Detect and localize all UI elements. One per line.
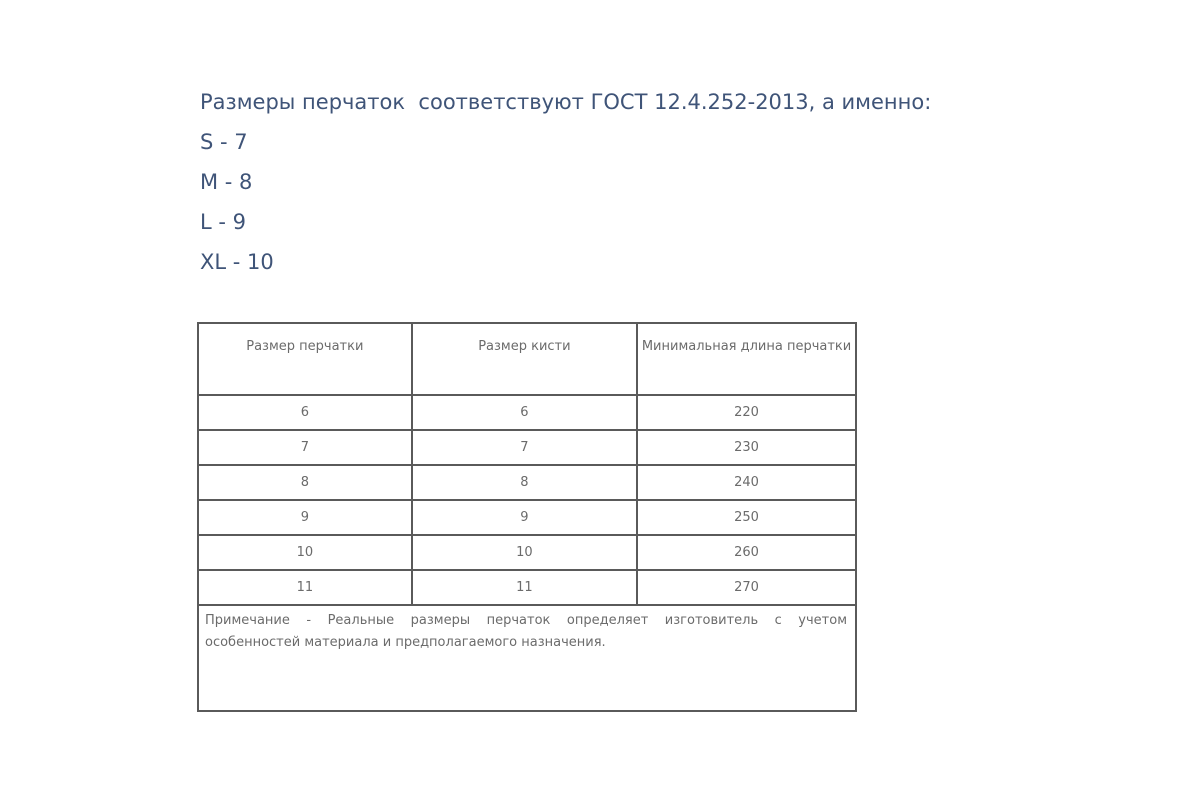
cell-min-length: 230 xyxy=(637,430,856,465)
table-row xyxy=(198,535,856,570)
table-row xyxy=(198,465,856,500)
cell-glove-size: 10 xyxy=(198,535,412,570)
table-header-row xyxy=(198,323,856,395)
table-note: Примечание - Реальные размеры перчаток определяет изготовитель с учетом особенностей материала и предполагаемого назначения. xyxy=(198,605,856,711)
cell-glove-size: 8 xyxy=(198,465,412,500)
size-mapping-l: L - 9 xyxy=(200,210,246,234)
header-hand-size: Размер кисти xyxy=(412,323,637,395)
cell-hand-size: 11 xyxy=(412,570,637,605)
cell-min-length: 250 xyxy=(637,500,856,535)
size-mapping-s: S - 7 xyxy=(200,130,248,154)
cell-min-length: 240 xyxy=(637,465,856,500)
cell-glove-size: 9 xyxy=(198,500,412,535)
cell-hand-size: 7 xyxy=(412,430,637,465)
table-note-row xyxy=(198,605,856,711)
table-row xyxy=(198,500,856,535)
cell-glove-size: 7 xyxy=(198,430,412,465)
size-info-block xyxy=(200,82,931,282)
cell-glove-size: 6 xyxy=(198,395,412,430)
table-row xyxy=(198,430,856,465)
cell-min-length: 220 xyxy=(637,395,856,430)
cell-min-length: 270 xyxy=(637,570,856,605)
cell-min-length: 260 xyxy=(637,535,856,570)
table-row xyxy=(198,395,856,430)
cell-hand-size: 6 xyxy=(412,395,637,430)
cell-hand-size: 10 xyxy=(412,535,637,570)
cell-hand-size: 8 xyxy=(412,465,637,500)
table-row xyxy=(198,570,856,605)
glove-size-table xyxy=(197,322,857,712)
cell-hand-size: 9 xyxy=(412,500,637,535)
cell-glove-size: 11 xyxy=(198,570,412,605)
header-glove-size: Размер перчатки xyxy=(198,323,412,395)
size-mapping-m: M - 8 xyxy=(200,170,253,194)
header-min-length: Минимальная длина перчатки xyxy=(637,323,856,395)
size-mapping-xl: XL - 10 xyxy=(200,250,274,274)
gost-heading: Размеры перчаток соответствуют ГОСТ 12.4.252-2013, а именно: xyxy=(200,90,932,114)
